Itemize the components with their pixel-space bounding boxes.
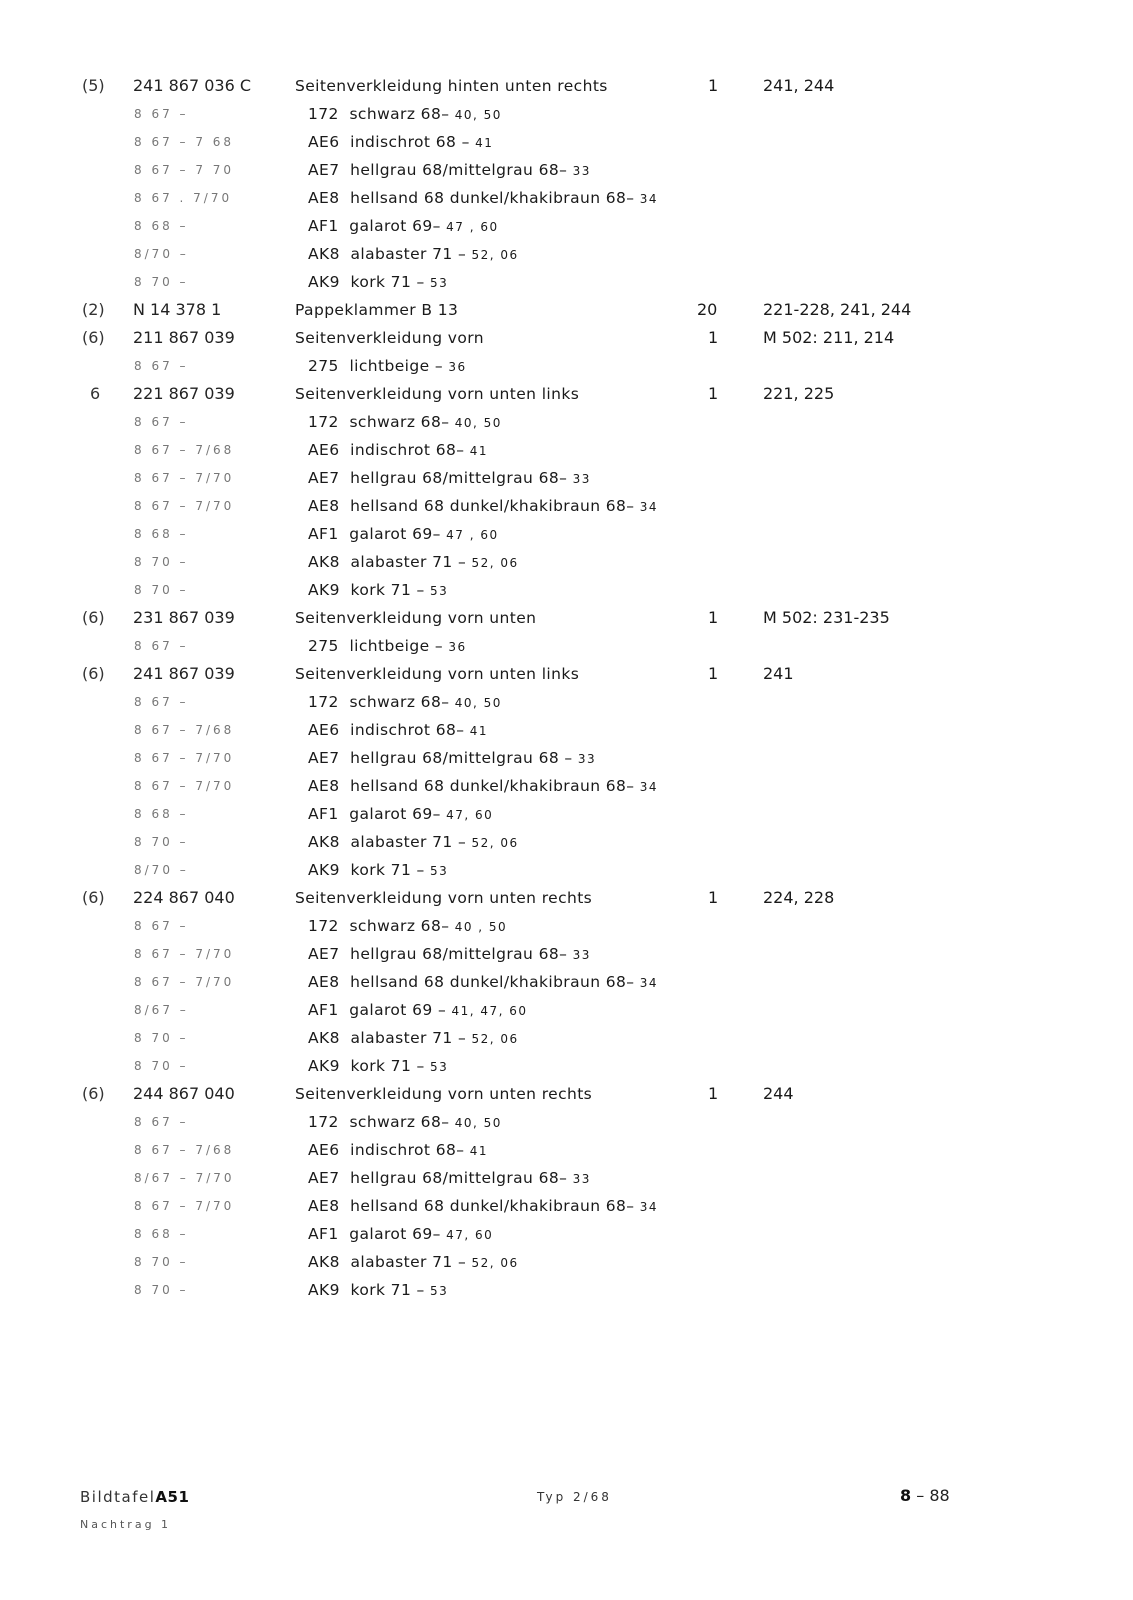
color-ref: 40, 50 <box>454 1116 502 1130</box>
color-variant-row <box>0 1276 1133 1304</box>
part-row <box>0 324 1133 352</box>
position-ref: (6) <box>82 664 105 683</box>
color-variant-row <box>0 268 1133 296</box>
color-spec <box>308 632 467 661</box>
color-code: 172 <box>308 1113 339 1131</box>
color-code: AF1 <box>308 805 339 823</box>
validity-date: 8 67 – <box>134 919 189 933</box>
color-variant-row <box>0 212 1133 240</box>
color-name: hellsand 68 dunkel/khakibraun 68– <box>350 973 635 991</box>
validity-date: 8 68 – <box>134 807 189 821</box>
color-code: AK9 <box>308 1057 340 1075</box>
color-variant-row <box>0 912 1133 940</box>
color-variant-row <box>0 772 1133 800</box>
color-spec <box>308 408 502 437</box>
color-variant-row <box>0 940 1133 968</box>
validity-date: 8 68 – <box>134 527 189 541</box>
color-name: lichtbeige – <box>349 637 444 655</box>
model-applicability: M 502: 231-235 <box>763 608 890 627</box>
color-name: alabaster 71 – <box>350 1253 467 1271</box>
color-name: schwarz 68– <box>349 413 450 431</box>
color-name: hellgrau 68/mittelgrau 68– <box>350 945 568 963</box>
color-ref: 41 <box>469 444 489 458</box>
color-variant-row <box>0 1052 1133 1080</box>
validity-date: 8 70 – <box>134 835 189 849</box>
part-number: 211 867 039 <box>133 328 235 347</box>
color-spec <box>308 856 448 885</box>
color-variant-row <box>0 520 1133 548</box>
part-description: Seitenverkleidung vorn unten links <box>295 665 580 683</box>
color-variant-row <box>0 492 1133 520</box>
part-description: Seitenverkleidung vorn unten <box>295 609 537 627</box>
color-ref: 53 <box>430 864 449 878</box>
color-variant-row <box>0 1024 1133 1052</box>
color-ref: 40, 50 <box>454 416 502 430</box>
color-spec <box>308 268 448 297</box>
validity-date: 8 70 – <box>134 1255 189 1269</box>
color-variant-row <box>0 100 1133 128</box>
color-variant-row <box>0 828 1133 856</box>
color-ref: 52, 06 <box>471 248 519 262</box>
color-name: indischrot 68– <box>350 441 465 459</box>
color-name: kork 71 – <box>350 861 425 879</box>
color-spec <box>308 940 591 969</box>
color-code: AE7 <box>308 161 340 179</box>
validity-date: 8 67 . 7/70 <box>134 191 233 205</box>
plate-prefix: Bildtafel <box>80 1488 156 1506</box>
color-ref: 36 <box>448 360 467 374</box>
position-ref: 6 <box>90 384 101 403</box>
color-code: AE6 <box>308 441 340 459</box>
color-ref: 40, 50 <box>454 108 502 122</box>
part-number: 231 867 039 <box>133 608 235 627</box>
color-ref: 41 <box>469 724 489 738</box>
color-code: AE6 <box>308 721 340 739</box>
color-code: AE8 <box>308 1197 340 1215</box>
model-applicability: 221, 225 <box>763 384 835 403</box>
color-name: galarot 69– <box>349 1225 441 1243</box>
color-name: kork 71 – <box>350 273 425 291</box>
color-code: AE6 <box>308 1141 340 1159</box>
color-ref: 53 <box>430 1284 449 1298</box>
page-sub: – 88 <box>911 1486 950 1505</box>
validity-date: 8 70 – <box>134 583 189 597</box>
color-spec <box>308 184 658 213</box>
color-spec <box>308 100 502 129</box>
validity-date: 8 67 – <box>134 695 189 709</box>
color-name: galarot 69– <box>349 525 441 543</box>
color-name: indischrot 68– <box>350 721 465 739</box>
validity-date: 8 67 – 7/70 <box>134 975 235 989</box>
color-ref: 40, 50 <box>454 696 502 710</box>
color-spec <box>308 436 488 465</box>
validity-date: 8 67 – 7/70 <box>134 779 235 793</box>
quantity: 1 <box>708 1084 719 1103</box>
color-spec <box>308 520 499 549</box>
color-code: AF1 <box>308 1225 339 1243</box>
validity-date: 8 67 – <box>134 1115 189 1129</box>
color-spec <box>308 1136 488 1165</box>
quantity: 1 <box>708 888 719 907</box>
part-description: Pappeklammer B 13 <box>295 301 459 319</box>
part-number: N 14 378 1 <box>133 300 222 319</box>
color-name: hellgrau 68/mittelgrau 68– <box>350 161 568 179</box>
color-ref: 33 <box>572 948 591 962</box>
color-variant-row <box>0 688 1133 716</box>
color-spec <box>308 240 519 269</box>
color-code: AF1 <box>308 525 339 543</box>
color-variant-row <box>0 1108 1133 1136</box>
position-ref: (6) <box>82 328 105 347</box>
color-ref: 33 <box>572 164 591 178</box>
color-name: alabaster 71 – <box>350 553 467 571</box>
color-spec <box>308 968 658 997</box>
color-code: AE8 <box>308 777 340 795</box>
color-code: AE7 <box>308 1169 340 1187</box>
color-ref: 34 <box>639 976 659 990</box>
color-spec <box>308 1248 519 1277</box>
color-ref: 34 <box>639 780 659 794</box>
color-ref: 53 <box>430 276 449 290</box>
color-ref: 52, 06 <box>471 1032 519 1046</box>
color-spec <box>308 352 467 381</box>
validity-date: 8 68 – <box>134 1227 189 1241</box>
color-ref: 53 <box>430 1060 449 1074</box>
validity-date: 8 68 – <box>134 219 189 233</box>
color-variant-row <box>0 464 1133 492</box>
color-name: indischrot 68– <box>350 1141 465 1159</box>
color-code: AE8 <box>308 189 340 207</box>
color-code: AK8 <box>308 553 340 571</box>
color-name: alabaster 71 – <box>350 1029 467 1047</box>
color-variant-row <box>0 156 1133 184</box>
color-ref: 34 <box>639 500 659 514</box>
position-ref: (6) <box>82 608 105 627</box>
model-applicability: 224, 228 <box>763 888 835 907</box>
color-variant-row <box>0 996 1133 1024</box>
color-variant-row <box>0 1220 1133 1248</box>
validity-date: 8 67 – <box>134 107 189 121</box>
model-applicability: M 502: 211, 214 <box>763 328 895 347</box>
color-spec <box>308 1108 502 1137</box>
color-spec <box>308 212 499 241</box>
color-variant-row <box>0 548 1133 576</box>
color-ref: 34 <box>639 1200 659 1214</box>
type-label: Typ 2/68 <box>537 1490 612 1504</box>
part-row <box>0 604 1133 632</box>
color-variant-row <box>0 800 1133 828</box>
color-variant-row <box>0 716 1133 744</box>
color-code: 172 <box>308 105 339 123</box>
color-spec <box>308 1164 591 1193</box>
color-name: alabaster 71 – <box>350 245 467 263</box>
part-row <box>0 72 1133 100</box>
color-ref: 41 <box>469 1144 489 1158</box>
validity-date: 8/67 – <box>134 1003 189 1017</box>
color-code: 172 <box>308 693 339 711</box>
page-group: 8 <box>900 1486 912 1505</box>
color-name: alabaster 71 – <box>350 833 467 851</box>
validity-date: 8 67 – 7/70 <box>134 471 235 485</box>
color-spec <box>308 744 596 773</box>
validity-date: 8 67 – 7/68 <box>134 723 235 737</box>
model-applicability: 241 <box>763 664 794 683</box>
validity-date: 8/67 – 7/70 <box>134 1171 235 1185</box>
color-name: hellgrau 68/mittelgrau 68 – <box>350 749 573 767</box>
color-name: schwarz 68– <box>349 1113 450 1131</box>
validity-date: 8 67 – <box>134 359 189 373</box>
quantity: 1 <box>708 664 719 683</box>
color-ref: 34 <box>639 192 659 206</box>
color-code: AK8 <box>308 245 340 263</box>
color-name: hellsand 68 dunkel/khakibraun 68– <box>350 777 635 795</box>
color-code: AK8 <box>308 1253 340 1271</box>
part-number: 241 867 036 C <box>133 76 252 95</box>
validity-date: 8 70 – <box>134 1031 189 1045</box>
validity-date: 8 70 – <box>134 1283 189 1297</box>
part-number: 244 867 040 <box>133 1084 235 1103</box>
validity-date: 8 67 – <box>134 415 189 429</box>
part-number: 224 867 040 <box>133 888 235 907</box>
color-code: AK9 <box>308 861 340 879</box>
part-description: Seitenverkleidung vorn unten links <box>295 385 580 403</box>
model-applicability: 221-228, 241, 244 <box>763 300 912 319</box>
color-code: 172 <box>308 413 339 431</box>
color-spec <box>308 492 658 521</box>
quantity: 1 <box>708 76 719 95</box>
model-applicability: 244 <box>763 1084 794 1103</box>
color-code: AK9 <box>308 273 340 291</box>
part-number: 241 867 039 <box>133 664 235 683</box>
color-name: indischrot 68 – <box>350 133 470 151</box>
quantity: 20 <box>697 300 718 319</box>
color-code: AE8 <box>308 497 340 515</box>
color-code: AE7 <box>308 945 340 963</box>
supplement-note: Nachtrag 1 <box>80 1518 172 1531</box>
color-code: 275 <box>308 637 339 655</box>
color-name: hellsand 68 dunkel/khakibraun 68– <box>350 497 635 515</box>
color-name: hellsand 68 dunkel/khakibraun 68– <box>350 1197 635 1215</box>
part-description: Seitenverkleidung vorn <box>295 329 484 347</box>
parts-list <box>0 72 1133 1304</box>
color-name: schwarz 68– <box>349 693 450 711</box>
color-variant-row <box>0 352 1133 380</box>
color-spec <box>308 772 658 801</box>
color-variant-row <box>0 240 1133 268</box>
color-name: hellgrau 68/mittelgrau 68– <box>350 1169 568 1187</box>
color-code: AF1 <box>308 1001 339 1019</box>
color-ref: 33 <box>572 1172 591 1186</box>
color-ref: 47, 60 <box>446 1228 494 1242</box>
color-ref: 33 <box>572 472 591 486</box>
color-variant-row <box>0 968 1133 996</box>
color-spec <box>308 716 488 745</box>
part-row <box>0 884 1133 912</box>
color-spec <box>308 548 519 577</box>
validity-date: 8 67 – 7/70 <box>134 1199 235 1213</box>
plate-number: A51 <box>155 1488 190 1506</box>
color-code: AF1 <box>308 217 339 235</box>
validity-date: 8 67 – 7/70 <box>134 947 235 961</box>
color-ref: 47 , 60 <box>446 220 499 234</box>
color-ref: 41 <box>475 136 494 150</box>
validity-date: 8/70 – <box>134 247 189 261</box>
color-variant-row <box>0 1136 1133 1164</box>
color-variant-row <box>0 744 1133 772</box>
color-code: AK9 <box>308 1281 340 1299</box>
color-spec <box>308 828 519 857</box>
part-description: Seitenverkleidung vorn unten rechts <box>295 1085 593 1103</box>
color-code: AE8 <box>308 973 340 991</box>
validity-date: 8 70 – <box>134 555 189 569</box>
position-ref: (6) <box>82 1084 105 1103</box>
color-spec <box>308 156 591 185</box>
part-row <box>0 296 1133 324</box>
color-name: kork 71 – <box>350 581 425 599</box>
color-ref: 47, 60 <box>446 808 494 822</box>
position-ref: (5) <box>82 76 105 95</box>
validity-date: 8 67 – 7 68 <box>134 135 235 149</box>
color-code: AE7 <box>308 749 340 767</box>
part-description: Seitenverkleidung vorn unten rechts <box>295 889 593 907</box>
page-number <box>900 1486 950 1505</box>
color-variant-row <box>0 436 1133 464</box>
color-ref: 52, 06 <box>471 556 519 570</box>
color-variant-row <box>0 632 1133 660</box>
color-name: lichtbeige – <box>349 357 444 375</box>
color-spec <box>308 1220 493 1249</box>
color-variant-row <box>0 1248 1133 1276</box>
color-spec <box>308 1276 448 1305</box>
color-spec <box>308 1024 519 1053</box>
part-row <box>0 660 1133 688</box>
color-variant-row <box>0 856 1133 884</box>
position-ref: (2) <box>82 300 105 319</box>
color-spec <box>308 996 528 1025</box>
validity-date: 8 67 – <box>134 639 189 653</box>
validity-date: 8 70 – <box>134 1059 189 1073</box>
color-spec <box>308 1052 448 1081</box>
color-code: AE6 <box>308 133 340 151</box>
color-variant-row <box>0 1192 1133 1220</box>
color-ref: 47 , 60 <box>446 528 499 542</box>
color-ref: 52, 06 <box>471 836 519 850</box>
color-spec <box>308 1192 658 1221</box>
validity-date: 8 67 – 7/70 <box>134 499 235 513</box>
color-name: galarot 69 – <box>349 1001 447 1019</box>
color-name: schwarz 68– <box>349 917 450 935</box>
quantity: 1 <box>708 384 719 403</box>
validity-date: 8 67 – 7/70 <box>134 751 235 765</box>
quantity: 1 <box>708 328 719 347</box>
color-variant-row <box>0 1164 1133 1192</box>
part-number: 221 867 039 <box>133 384 235 403</box>
color-spec <box>308 576 448 605</box>
plate-label <box>80 1488 189 1506</box>
color-variant-row <box>0 408 1133 436</box>
validity-date: 8 67 – 7/68 <box>134 443 235 457</box>
color-ref: 41, 47, 60 <box>451 1004 528 1018</box>
validity-date: 8 70 – <box>134 275 189 289</box>
color-spec <box>308 912 507 941</box>
quantity: 1 <box>708 608 719 627</box>
color-code: 275 <box>308 357 339 375</box>
color-ref: 40 , 50 <box>454 920 508 934</box>
color-ref: 33 <box>577 752 597 766</box>
validity-date: 8 67 – 7 70 <box>134 163 235 177</box>
color-spec <box>308 688 502 717</box>
color-name: hellgrau 68/mittelgrau 68– <box>350 469 568 487</box>
part-row <box>0 1080 1133 1108</box>
color-spec <box>308 464 591 493</box>
part-row <box>0 380 1133 408</box>
validity-date: 8/70 – <box>134 863 189 877</box>
color-spec <box>308 128 493 157</box>
color-code: AK8 <box>308 1029 340 1047</box>
color-ref: 52, 06 <box>471 1256 519 1270</box>
color-name: kork 71 – <box>350 1057 425 1075</box>
color-name: schwarz 68– <box>349 105 450 123</box>
color-name: galarot 69– <box>349 217 441 235</box>
color-variant-row <box>0 184 1133 212</box>
color-variant-row <box>0 128 1133 156</box>
part-description: Seitenverkleidung hinten unten rechts <box>295 77 608 95</box>
color-code: 172 <box>308 917 339 935</box>
color-name: kork 71 – <box>350 1281 425 1299</box>
color-variant-row <box>0 576 1133 604</box>
validity-date: 8 67 – 7/68 <box>134 1143 235 1157</box>
position-ref: (6) <box>82 888 105 907</box>
color-name: hellsand 68 dunkel/khakibraun 68– <box>350 189 635 207</box>
color-spec <box>308 800 493 829</box>
color-ref: 53 <box>430 584 449 598</box>
color-ref: 36 <box>448 640 467 654</box>
color-code: AK9 <box>308 581 340 599</box>
model-applicability: 241, 244 <box>763 76 835 95</box>
color-name: galarot 69– <box>349 805 441 823</box>
color-code: AE7 <box>308 469 340 487</box>
color-code: AK8 <box>308 833 340 851</box>
